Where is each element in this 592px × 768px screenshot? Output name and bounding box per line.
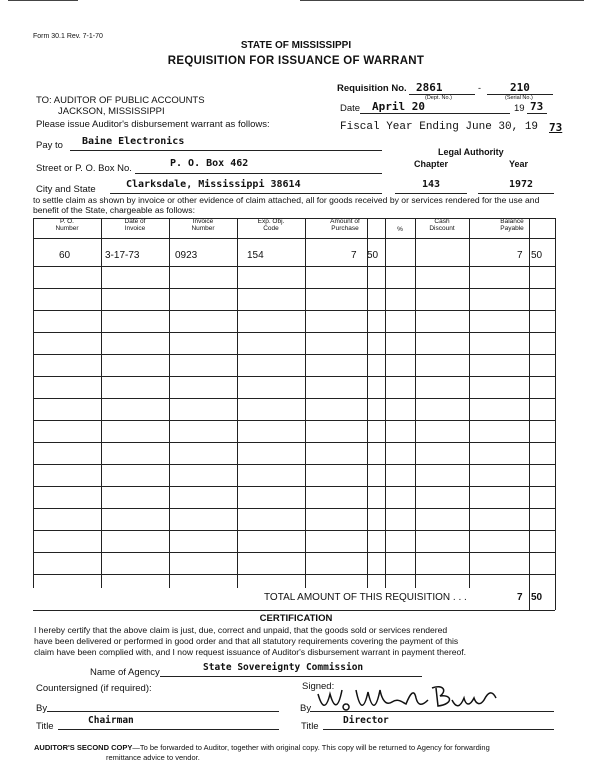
row1-po-number: 60 [59, 250, 71, 261]
row1-balance-cents: 50 [531, 250, 543, 261]
title-line-left [58, 729, 279, 730]
footer-copy-line1 [34, 743, 490, 752]
street-value: P. O. Box 462 [170, 158, 249, 169]
issue-instruction: Please issue Auditor's disbursement warrant as follows: [36, 119, 270, 130]
table-row-rule [33, 310, 555, 311]
col-header-invoice-number: Invoice Number [191, 218, 215, 232]
dept-no-caption: (Dept. No.) [425, 95, 452, 101]
settle-claim-text: to settle claim as shown by invoice or other evidence of claim attached, all for goods received by or services rendered for the use and benefit of the State, chargeable as follows: [33, 195, 540, 215]
chapter-label: Chapter [414, 159, 449, 169]
row1-balance-dollars: 7 [517, 250, 523, 261]
date-year-prefix: 19 [514, 103, 525, 114]
col-header-exp-obj-code: Exp. Obj. Code [257, 218, 285, 232]
street-label: Street or P. O. Box No. [36, 163, 132, 174]
date-value: April 20 [372, 100, 425, 113]
chapter-line [395, 193, 467, 194]
total-label: TOTAL AMOUNT OF THIS REQUISITION . . . [264, 592, 467, 603]
chapter-value: 143 [422, 179, 441, 190]
title-label-right: Title [301, 721, 319, 732]
addressee-line1: TO: AUDITOR OF PUBLIC ACCOUNTS [36, 95, 205, 106]
serial-no-caption: (Serial No.) [505, 95, 533, 101]
agency-line [160, 676, 422, 677]
table-row-rule [33, 354, 555, 355]
row1-exp-code: 154 [247, 250, 264, 261]
table-column-rule [305, 218, 306, 588]
table-column-rule [237, 218, 238, 588]
table-row-rule [33, 530, 555, 531]
table-column-rule [101, 218, 102, 588]
title-line-right [323, 729, 554, 730]
table-row-rule [33, 574, 555, 575]
row1-invoice-number: 0923 [175, 250, 198, 261]
col-header-balance-payable: Balance Payable [500, 218, 524, 232]
table-column-rule [385, 218, 386, 588]
addressee-line2: JACKSON, MISSISSIPPI [58, 106, 165, 117]
total-dollars: 7 [517, 592, 523, 603]
legal-authority-heading: Legal Authority [438, 147, 504, 157]
title-label-left: Title [36, 721, 54, 732]
by-line-left [47, 711, 279, 712]
table-column-rule [415, 218, 416, 588]
table-row-rule [33, 442, 555, 443]
dept-no-value: 2861 [416, 81, 443, 94]
pay-to-value: Baine Electronics [82, 136, 185, 147]
agency-label: Name of Agency [90, 667, 160, 678]
table-row-rule [33, 238, 555, 239]
fiscal-year-label: Fiscal Year Ending June 30, 19 [340, 121, 539, 133]
table-row-rule [33, 464, 555, 465]
row1-invoice-date: 3-17-73 [105, 250, 140, 261]
col-header-date-of-invoice: Date of Invoice [124, 218, 146, 232]
by-label-right: By [300, 703, 312, 714]
authority-year-label: Year [509, 159, 529, 169]
footer-copy-label: AUDITOR'S SECOND COPY [34, 743, 133, 752]
certification-title: CERTIFICATION [259, 613, 333, 624]
table-column-rule [33, 218, 34, 588]
table-column-rule [555, 218, 556, 610]
table-row-rule [33, 218, 555, 219]
authority-year-line [478, 193, 554, 194]
table-column-rule [169, 218, 170, 588]
form-number: Form 30.1 Rev. 7-1-70 [33, 33, 103, 40]
certification-text-line1: I hereby certify that the above claim is just, due, correct and unpaid, that the goods sold or services rendered [34, 625, 448, 635]
table-row-rule [33, 376, 555, 377]
table-column-rule [367, 218, 368, 588]
authority-year-value: 1972 [509, 179, 534, 190]
table-row-rule [33, 420, 555, 421]
req-dash: - [478, 83, 481, 93]
table-row-rule [33, 552, 555, 553]
pay-to-line [70, 150, 382, 151]
signature-image [312, 680, 502, 714]
serial-no-value: 210 [510, 81, 530, 94]
table-row-rule [33, 508, 555, 509]
date-year-line [527, 113, 547, 114]
table-row-rule [33, 610, 555, 611]
countersigned-label: Countersigned (if required): [36, 683, 152, 694]
col-header-percent: % [397, 226, 403, 233]
date-year-value: 73 [530, 100, 544, 113]
top-edge-mark [300, 0, 584, 1]
pay-to-label: Pay to [36, 140, 63, 151]
by-label-left: By [36, 703, 48, 714]
top-edge-mark [8, 0, 78, 1]
state-heading: STATE OF MISSISSIPPI [240, 40, 352, 51]
street-line [135, 173, 382, 174]
table-row-rule [33, 332, 555, 333]
table-row-rule [33, 266, 555, 267]
footer-copy-line2: remittance advice to vendor. [106, 753, 200, 762]
certification-text-line2: have been delivered or performed in good order and that all statutory requirements covering the payment of this [34, 636, 459, 646]
col-header-amount: Amount of Purchase [330, 218, 360, 232]
title-value-right: Director [343, 715, 389, 726]
row1-amount-cents: 50 [367, 250, 379, 261]
total-cents: 50 [531, 592, 543, 603]
city-state-label: City and State [36, 184, 96, 195]
col-header-po-number: P. O. Number [55, 218, 79, 232]
title-value-left: Chairman [88, 715, 134, 726]
form-title: REQUISITION FOR ISSUANCE OF WARRANT [167, 55, 425, 67]
requisition-label: Requisition No. [337, 83, 407, 94]
row1-amount-dollars: 7 [351, 250, 357, 261]
certification-text-line3: claim have been complied with, and I now request issuance of Auditor's disbursement warrant in payment thereof. [34, 647, 467, 657]
table-row-rule [33, 288, 555, 289]
date-label: Date [340, 103, 361, 114]
table-row-rule [33, 398, 555, 399]
footer-copy-text: —To be forwarded to Auditor, together with original copy. This copy will be returned to Agency for forwarding [132, 743, 490, 752]
col-header-cash-discount: Cash Discount [429, 218, 455, 232]
signed-label: Signed: [302, 681, 335, 692]
fiscal-year-value: 73 [549, 121, 563, 134]
city-state-value: Clarksdale, Mississippi 38614 [126, 179, 301, 190]
date-line [360, 113, 510, 114]
table-column-rule [469, 218, 470, 588]
agency-value: State Sovereignty Commission [203, 662, 364, 673]
city-state-line [110, 193, 382, 194]
claim-table [33, 218, 555, 610]
table-row-rule [33, 486, 555, 487]
